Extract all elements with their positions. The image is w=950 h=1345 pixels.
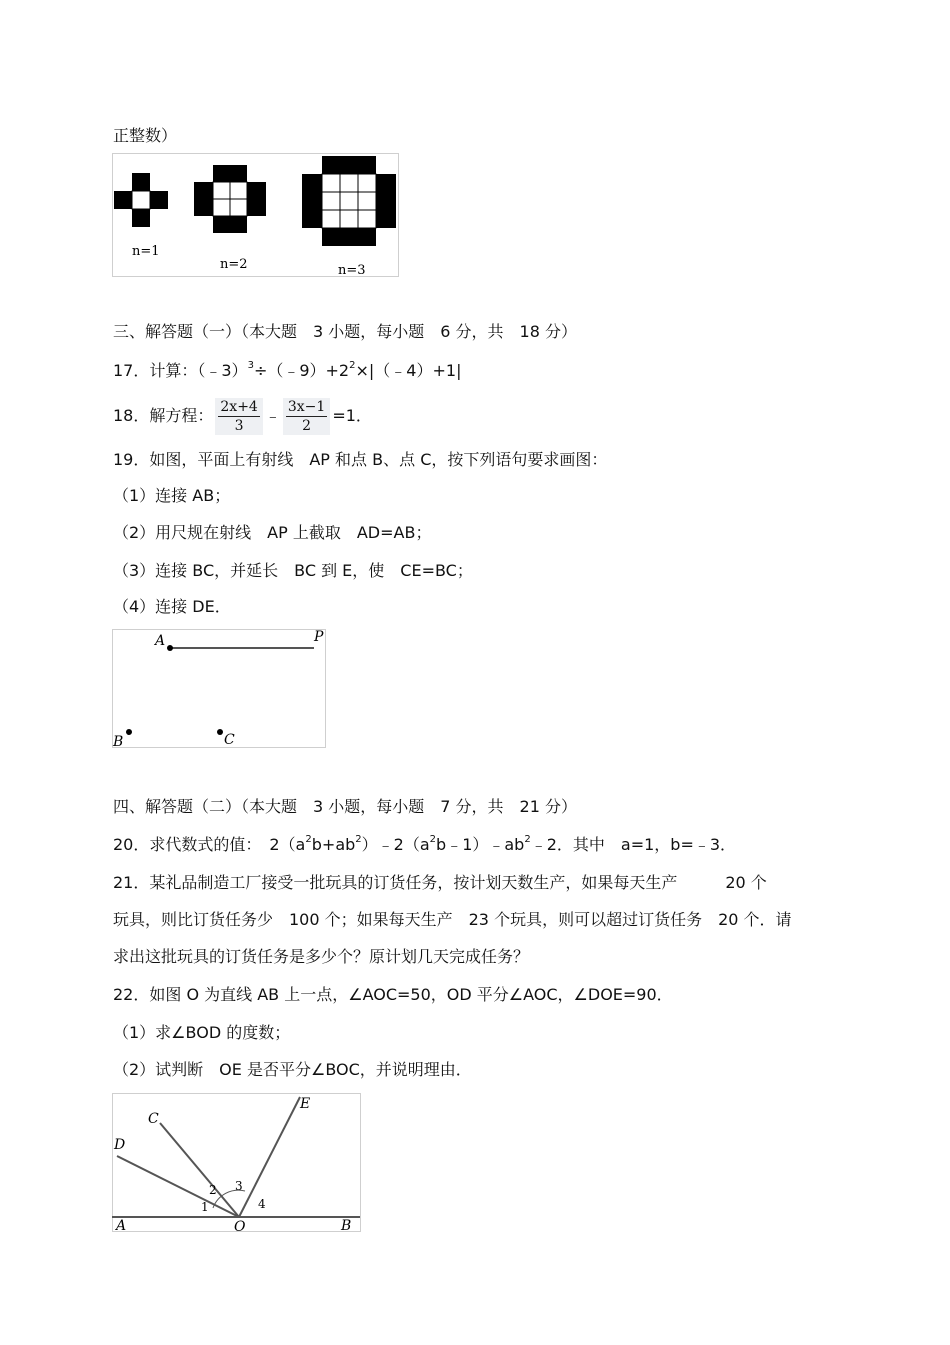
pattern-label-n1: n=1 [132,244,160,259]
q21-line-1: 21．某礼品制造工厂接受一批玩具的订货任务，按计划天数生产，如果每天生产 20 个 [113,873,767,892]
q17-tail: ×|（﹣4）+1| [355,361,462,380]
q20-part-5: ﹣2．其中 a=1，b=﹣3． [530,835,737,854]
q20-part-2: b+ab [311,835,356,854]
point-a [167,645,173,651]
q18-fraction-1 [215,398,262,435]
q18-lead: 解方程： [149,406,214,425]
q20-part-4: b﹣1）﹣ab [436,835,525,854]
q20-part-1: 求代数式的值： 2（a [149,835,306,854]
label-c: C [224,732,235,748]
label-d: D [114,1137,126,1153]
pattern-label-n3: n=3 [338,263,366,277]
q17-mid: ÷（﹣9）+2 [253,361,350,380]
q17-lead: 计算：（﹣3） [149,361,248,380]
q22-step-1: （1）求∠BOD 的度数； [113,1023,291,1042]
angle-label-1: 1 [201,1200,209,1214]
q22-step-2: （2）试判断 OE 是否平分∠BOC，并说明理由． [113,1060,472,1079]
angle-label-3: 3 [235,1179,243,1193]
q18-frac1-denominator: 3 [234,418,244,434]
q20-sup-1: 2 [305,833,312,845]
label-o: O [234,1219,246,1233]
q19-step-4: （4）连接 DE． [113,597,231,616]
question-17 [113,361,461,381]
q20-number: 20． [113,835,150,854]
q17-exp1: 3 [247,359,254,371]
q19-figure [112,629,327,749]
angle-label-4: 4 [258,1197,266,1211]
q20-sup-2: 2 [355,833,362,845]
q21-line-2: 玩具，则比订货任务少 100 个；如果每天生产 23 个玩具，则可以超过订货任务 20 个．请 [113,910,792,929]
q18-number: 18． [113,406,150,425]
angle-label-2: 2 [209,1183,217,1197]
label-a: A [116,1218,127,1233]
q19-stem: 19．如图，平面上有射线 AP 和点 B、点 C，按下列语句要求画图： [113,450,608,469]
continuation-text: 正整数） [113,126,178,145]
q18-tail: =1． [332,406,372,425]
label-a: A [155,633,166,649]
label-b: B [113,734,124,749]
q22-figure [112,1093,362,1233]
pattern-figure [112,153,399,277]
section4-heading: 四、解答题（二）（本大题 3 小题，每小题 7 分，共 21 分） [113,797,577,816]
label-e: E [300,1096,311,1112]
question-20 [113,835,736,855]
q18-frac1-numerator: 2x+4 [220,399,258,415]
q20-sup-3: 2 [429,833,437,845]
q22-stem: 22．如图 O 为直线 AB 上一点，∠AOC=50，OD 平分∠AOC，∠DOE=90． [113,985,673,1004]
point-c [217,729,223,735]
label-c: C [148,1111,159,1127]
pattern-label-n2: n=2 [220,257,248,272]
point-b [126,729,132,735]
label-p: P [314,629,324,645]
q18-frac2-numerator: 3x−1 [287,399,326,415]
label-b: B [341,1218,352,1233]
q19-step-3: （3）连接 BC，并延长 BC 到 E，使 CE=BC； [113,561,473,580]
q18-fraction-2 [283,398,330,435]
q18-frac2-denominator: 2 [302,418,312,434]
section3-heading: 三、解答题（一）（本大题 3 小题，每小题 6 分，共 18 分） [113,322,577,341]
q17-number: 17． [113,361,150,380]
q17-exp2: 2 [349,359,356,371]
q20-part-3: ）﹣2（a [361,835,430,854]
q20-sup-4: 2 [524,833,531,845]
q19-step-1: （1）连接 AB； [113,486,231,505]
question-18 [113,396,372,436]
q18-minus: ﹣ [264,406,281,425]
q19-step-2: （2）用尺规在射线 AP 上截取 AD=AB； [113,523,432,542]
q21-line-3: 求出这批玩具的订货任务是多少个？原计划几天完成任务？ [113,947,530,966]
